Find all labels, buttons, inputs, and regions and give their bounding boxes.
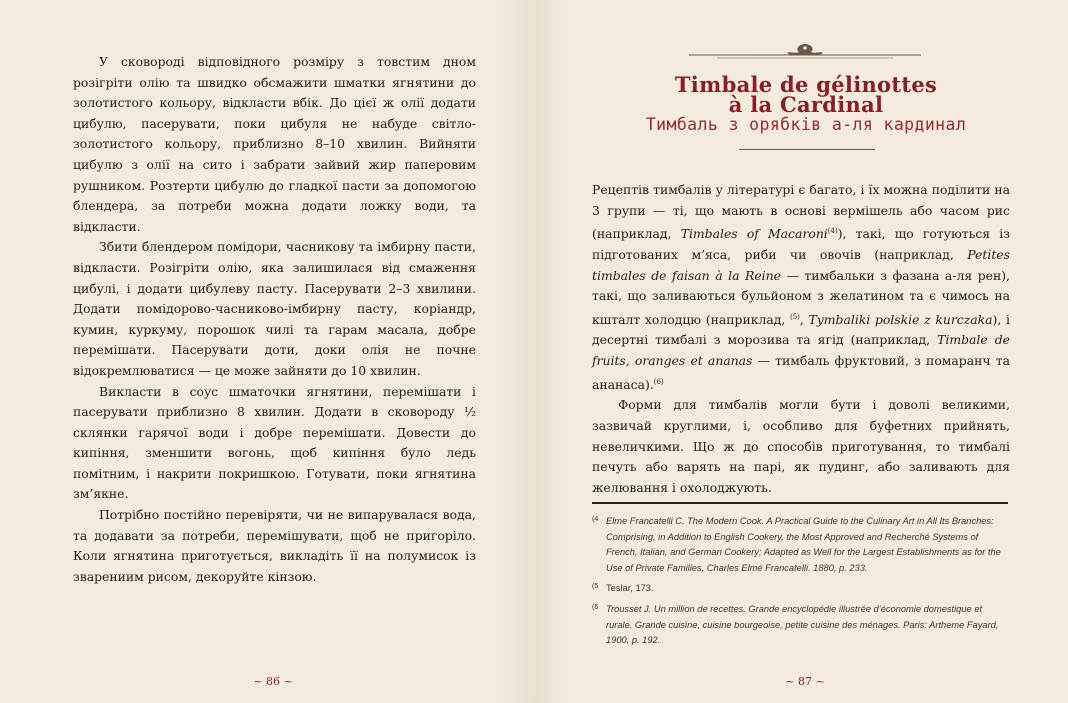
p1-text-i: — тимбаль фруктовий, з помаранч та ананаса). [592, 353, 1010, 392]
recipe-title-line-1: Timbale de gélinottes [674, 72, 938, 97]
title-underline [739, 149, 875, 150]
p1-text-c: ), такі, що готуються із підготованих м’яса, риби чи овочів (наприклад, [592, 226, 1010, 262]
footnote-ref-5[interactable]: (5) [789, 312, 800, 321]
p1-text-e: — тимбальки з фазана а-ля рен), такі, що заливаються бульйоном з желатином та є чимось на кшталт холодцю (наприклад, [592, 267, 1010, 327]
footnote-ref-6[interactable]: (6) [653, 377, 664, 386]
footnote-mark: (4 [592, 516, 599, 523]
left-paragraph-2: Збити блендером помідори, часникову та імбирну пасти, відкласти. Розігріти олію, яка залишилася від смаження цибулі, і додати цибулеву пасту. Пасерувати 2–3 хвилини. Додати помідорово-часниково-імбирну пасту, коріандр, кумин, куркуму, порошок чилі та гарам масала, добре перемішати. Пасерувати доти, доки олія не почне відокремлюватися — це може зайняти до 10 хвилин. [73, 239, 476, 378]
p1-text-g: ), і десертні тимбалі з морозива та ягід (наприклад, [592, 311, 1010, 348]
recipe-subtitle: Тимбаль з орябків а-ля кардинал [645, 115, 967, 134]
left-paragraph-4: Потрібно постійно перевіряти, чи не випарувалася вода, та додавати за потреби, перемішувати, щоб не пригоріло. Коли ягнятина приготується, викладіть її на полумисок із зварениим рисом, декоруйте кінзою. [73, 507, 476, 584]
right-body-text [592, 180, 1010, 498]
left-paragraph-3: Викласти в соус шматочки ягнятини, перемішати і пасерувати приблизно 8 хвилин. Додати в сковороду ½ склянки гарячої води і добре перемішати. Довести до кипіння, зменшити вогонь, щоб кипіння було ледь помітним, і накрити покришкою. Готувати, поки ягнятина зм’якне. [73, 383, 476, 502]
footnote-text: Teslar, 173. [606, 583, 654, 594]
footnote-mark: (6 [592, 603, 599, 611]
right-page-number: ~ 87 ~ [785, 675, 825, 688]
p1-italic-b: Timbales of Macaroni [680, 226, 828, 242]
footnote-mark: (5 [592, 583, 599, 591]
p1-text-e2: , [799, 311, 809, 327]
left-paragraph-1: У сковороді відповідного розміру з товстим дном розігріти олію та швидко обсмажити шматки ягнятини до золотистого кольору, відкласти вбік. До цієї ж олії додати цибулю, пасерувати, поки цибуля не набуде світло-золотистого кольору, приблизно 8–10 хвилин. Вийняти цибулю з олії на сито і забрати зайвий жир паперовим рушником. Розтерти цибулю до гладкої пасти за допомогою блендера, за потреби можна додати ложку води, та відкласти. [73, 54, 476, 234]
left-page-number: ~ 86 ~ [253, 675, 293, 688]
p1-italic-f: Tymbaliki polskie z kurczaka [808, 311, 993, 327]
footnote-divider [592, 502, 1008, 504]
p1-text-a: Рецептів тимбалів у літературі є багато, і їх можна поділити на 3 групи — ті, що мають в основі вермішель або часом рис (наприклад, [592, 182, 1010, 242]
footnote-item [592, 581, 1010, 597]
footnote-item [592, 514, 1010, 576]
footnote-text: Elme Francatelli C. The Modern Cook. A Practical Guide to the Culinary Art in All Its Branches: Comprising, in Addition to English Cookery, the Most Approved and Recherché Systems of French, Italian, and German Cookery; Adapted as Well for the Largest Establishments as for the Use of Private Families, Charles Elmé Francatelli. 1880, p. 233. [606, 516, 1001, 573]
recipe-title-line-2: à la Cardinal [728, 92, 884, 117]
p1-italic-d: Petites timbales de faisan à la Reine [592, 246, 1010, 283]
footnote-ref-4[interactable]: (4) [827, 227, 838, 236]
ornament-divider-icon [687, 40, 923, 64]
footnotes [592, 514, 1010, 654]
right-paragraph-2: Форми для тимбалів могли бути і доволі великими, зазвичай круглими, і, особливо для буфетних прийнять, невеличкими. Що ж до способів приготування, то тимбалі печуть або варять на парі, як пудинг, або заливають для желювання і охолоджують. [592, 397, 1010, 495]
right-page [536, 0, 1068, 703]
left-body-text [73, 52, 476, 587]
footnote-item [592, 602, 1010, 649]
right-paragraph-1 [592, 180, 1010, 395]
footnote-text: Trousset J. Un million de recettes. Grande encyclopédie illustrée d’économie domestique et rurale. Grande cuisine, cuisine bourgeoise, petite cuisine des ménages. Paris: Artheme Fayard, 1900, p. 192. [606, 603, 999, 646]
p1-italic-h: Timbale de fruits, oranges et ananas [592, 332, 1011, 368]
